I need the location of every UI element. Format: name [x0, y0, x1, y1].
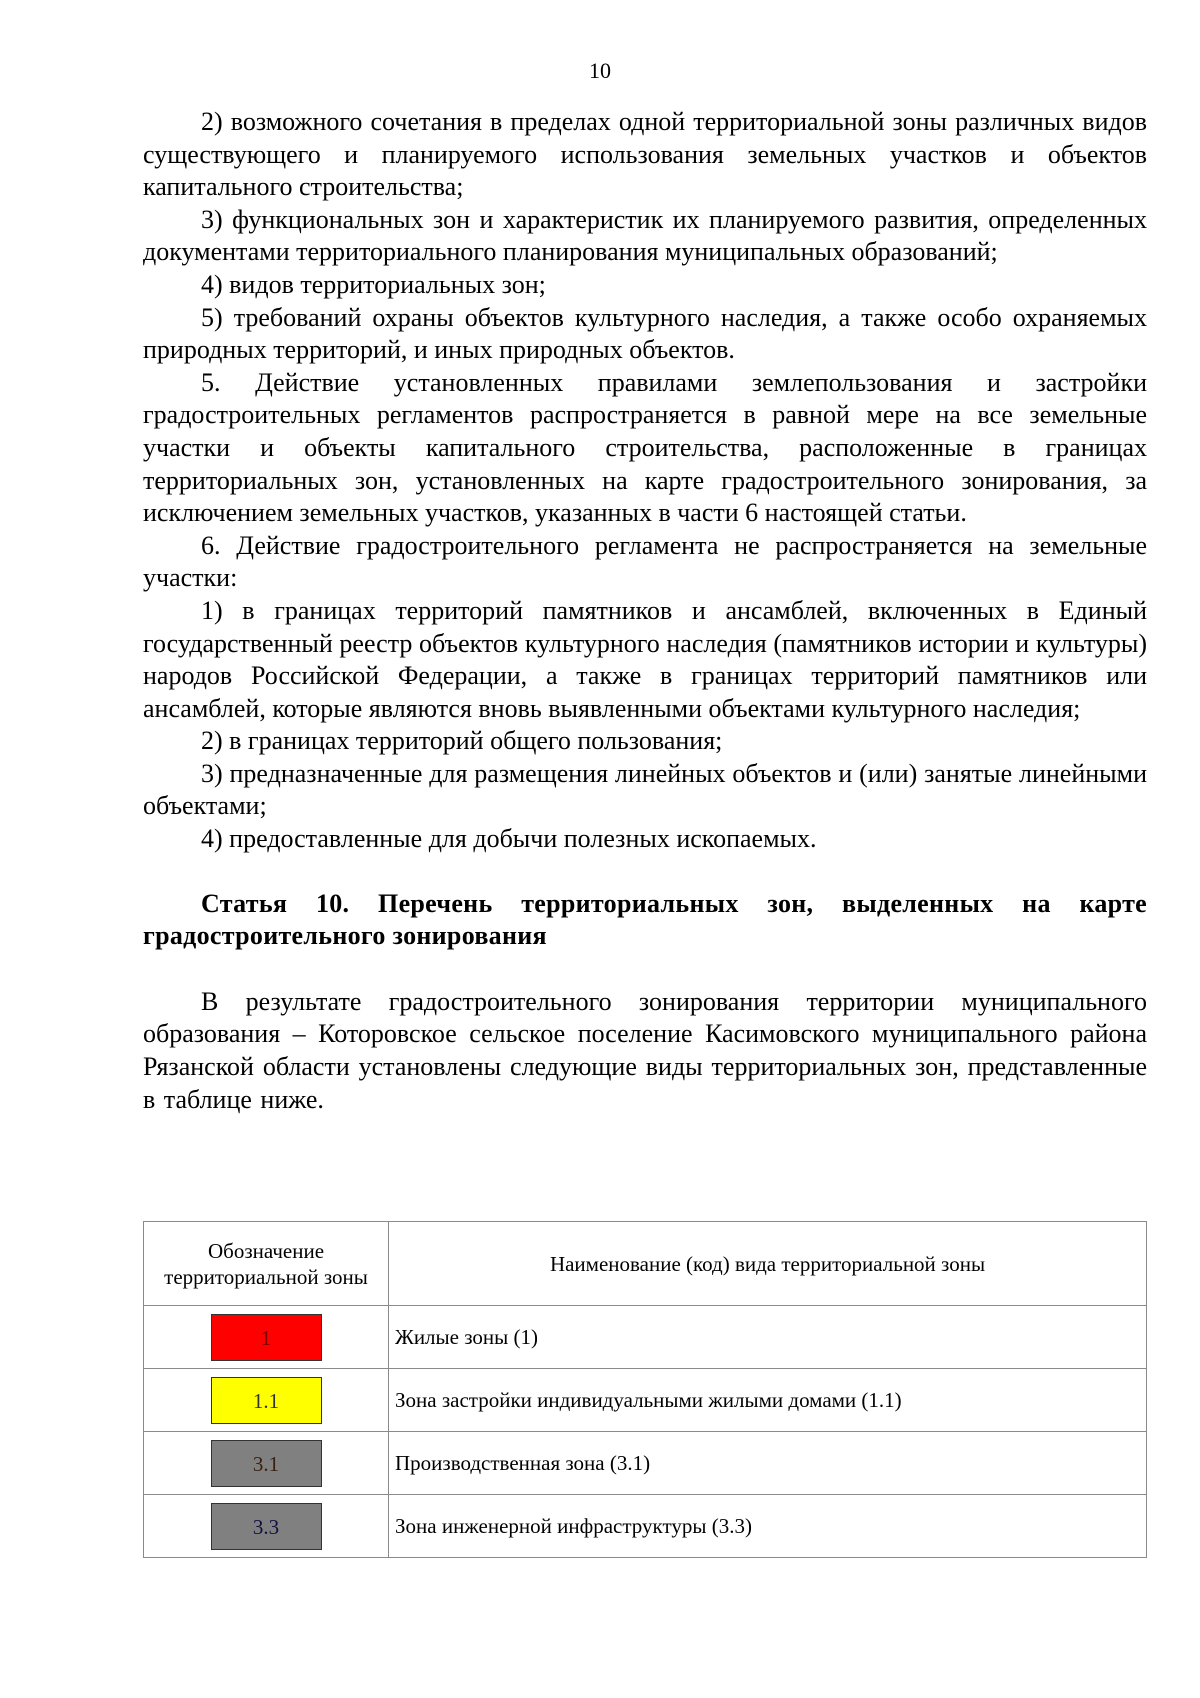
header-code: Обозначение территориальной зоны: [144, 1222, 389, 1306]
header-name: Наименование (код) вида территориальной зоны: [389, 1222, 1147, 1306]
paragraph: 3) предназначенные для размещения линейных объектов и (или) занятые линейными объектами;: [143, 758, 1147, 821]
zone-swatch: 3.3: [211, 1503, 322, 1550]
article-heading: Статья 10. Перечень территориальных зон, выделенных на карте градостроительного зонирования: [143, 888, 1147, 951]
zone-name: Производственная зона (3.1): [389, 1432, 1147, 1495]
document-body: [143, 106, 1147, 1116]
zone-swatch: 1.1: [211, 1377, 322, 1424]
table-row: [144, 1495, 1147, 1558]
table-header-row: [144, 1222, 1147, 1306]
zone-swatch: 1: [211, 1314, 322, 1361]
paragraph: 6. Действие градостроительного регламента не распространяется на земельные участки:: [143, 530, 1147, 593]
zone-name: Зона застройки индивидуальными жилыми домами (1.1): [389, 1369, 1147, 1432]
page-number: 10: [589, 58, 611, 83]
table-row: [144, 1306, 1147, 1369]
paragraph: 5. Действие установленных правилами землепользования и застройки градостроительных регламентов распространяется в равной мере на все земельные участки и объекты капитального строительства, расположенные в границах территориальных зон, установленных на карте градостроительного зонирования, за исключением земельных участков, указанных в части 6 настоящей статьи.: [143, 367, 1147, 528]
zone-name: Зона инженерной инфраструктуры (3.3): [389, 1495, 1147, 1558]
zone-swatch: 3.1: [211, 1440, 322, 1487]
table-row: [144, 1432, 1147, 1495]
paragraph: 4) видов территориальных зон;: [201, 269, 546, 299]
intro-paragraph: В результате градостроительного зонирования территории муниципального образования – Которовское сельское поселение Касимовского муниципального района Рязанской области установлены следующие виды территориальных зон, представленные в таблице ниже.: [143, 986, 1147, 1114]
paragraph: 2) возможного сочетания в пределах одной территориальной зоны различных видов существующего и планируемого использования земельных участков и объектов капитального строительства;: [143, 107, 1147, 202]
paragraph: 3) функциональных зон и характеристик их планируемого развития, определенных документами территориального планирования муниципальных образований;: [143, 204, 1147, 267]
zones-table: [143, 1221, 1147, 1558]
paragraph: 1) в границах территорий памятников и ансамблей, включенных в Единый государственный реестр объектов культурного наследия (памятников истории и культуры) народов Российской Федерации, а также в границах территорий памятников или ансамблей, которые являются вновь выявленными объектами культурного наследия;: [143, 595, 1147, 723]
paragraph: 4) предоставленные для добычи полезных ископаемых.: [201, 824, 817, 854]
paragraph: 5) требований охраны объектов культурного наследия, а также особо охраняемых природных территорий, и иных природных объектов.: [143, 302, 1147, 365]
paragraph: 2) в границах территорий общего пользования;: [201, 726, 723, 756]
table-row: [144, 1369, 1147, 1432]
zone-name: Жилые зоны (1): [389, 1306, 1147, 1369]
